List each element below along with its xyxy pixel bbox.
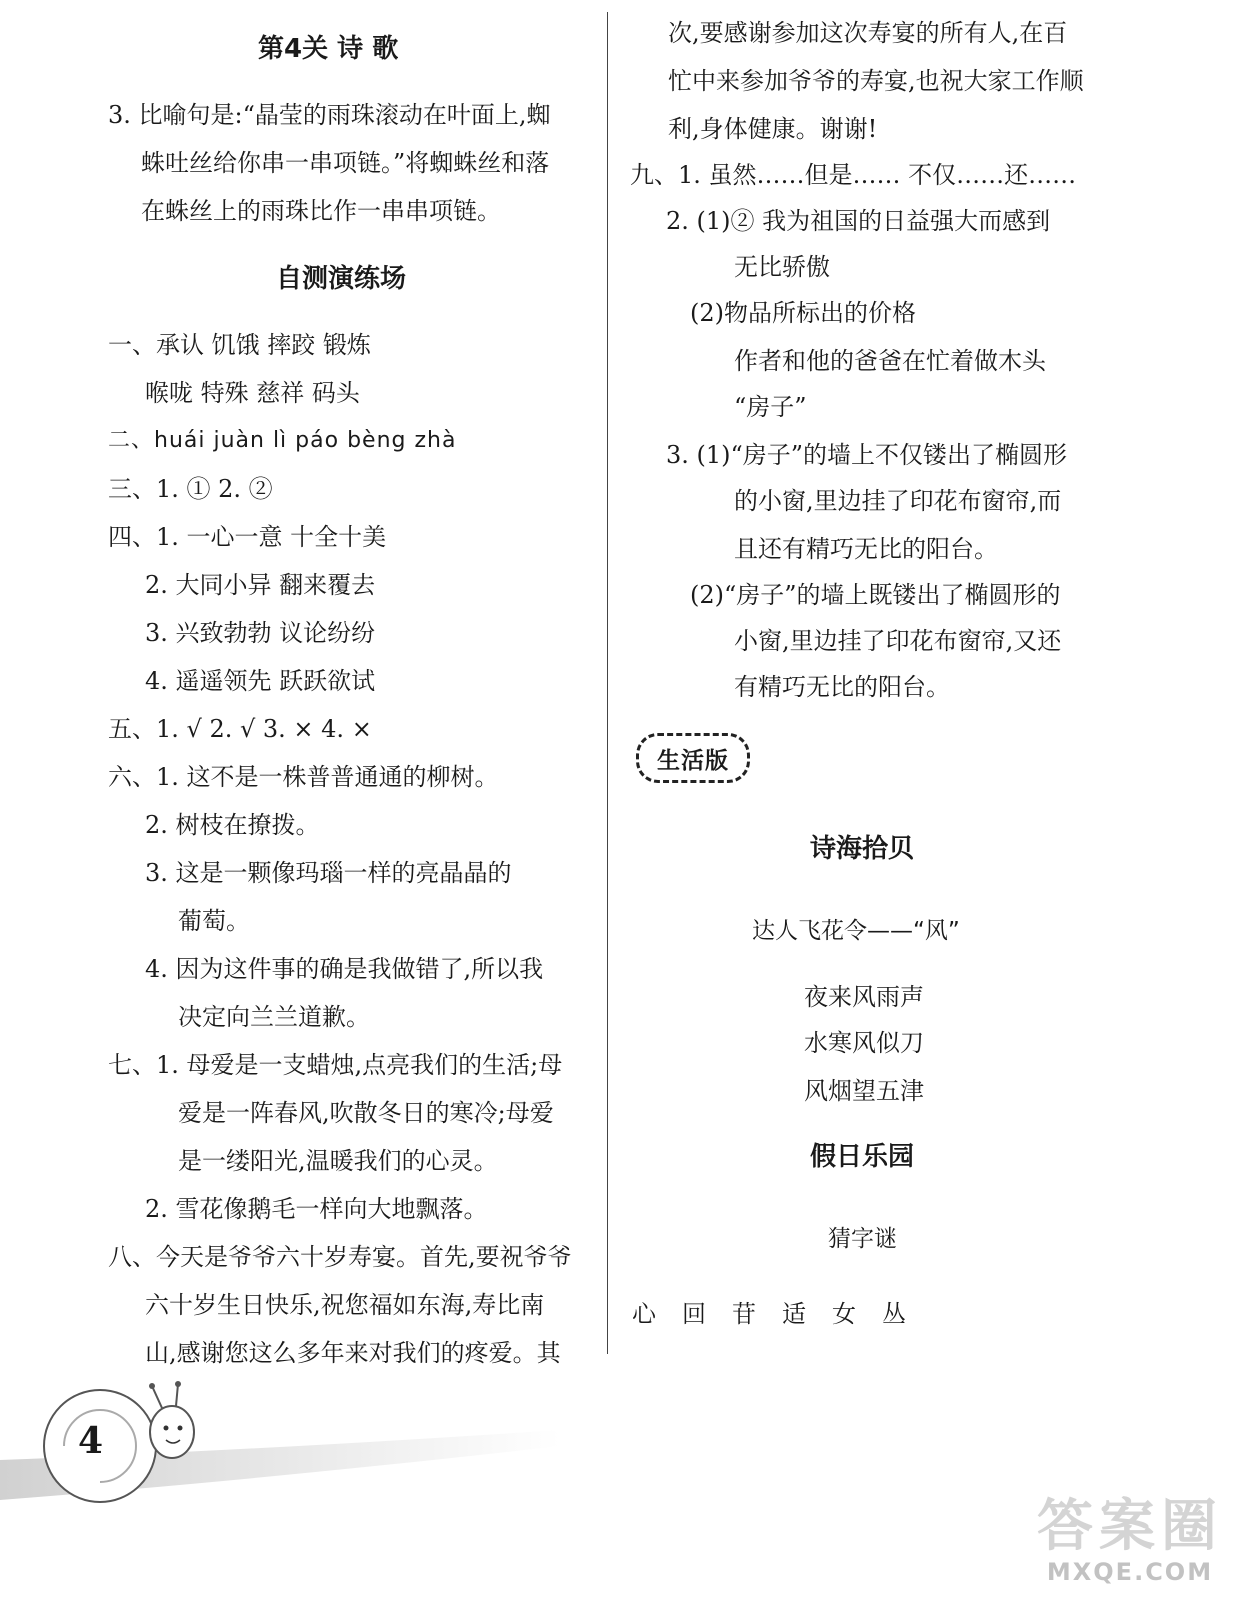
s6-line-4: 葡萄。 — [178, 907, 250, 935]
q3-line-1: 3. 比喻句是:“晶莹的雨珠滚动在叶面上,蜘 — [108, 101, 551, 129]
watermark-url: MXQE.COM — [1046, 1558, 1214, 1586]
s9-line-3: 无比骄傲 — [734, 253, 830, 281]
s9-line-10: (2)“房子”的墙上既镂出了椭圆形的 — [690, 581, 1061, 609]
s9-line-2: 2. (1)② 我为祖国的日益强大而感到 — [666, 207, 1051, 235]
s9-line-4: (2)物品所标出的价格 — [690, 299, 916, 327]
column-divider — [607, 12, 608, 1354]
s7-line-3: 是一缕阳光,温暖我们的心灵。 — [178, 1147, 498, 1175]
s7-line-1: 七、1. 母爱是一支蜡烛,点亮我们的生活;母 — [108, 1051, 563, 1079]
holiday-section-title: 假日乐园 — [810, 1142, 915, 1172]
poem-line-2: 水寒风似刀 — [804, 1029, 924, 1057]
life-edition-badge: 生活版 — [636, 733, 750, 783]
s9-line-8: 的小窗,里边挂了印花布窗帘,而 — [734, 487, 1062, 515]
s9-line-9: 且还有精巧无比的阳台。 — [734, 535, 998, 563]
watermark — [1037, 1496, 1223, 1586]
poetry-subtitle: 达人飞花令——“风” — [752, 918, 960, 944]
q3-line-3: 在蛛丝上的雨珠比作一串串项链。 — [141, 197, 501, 225]
riddle-answer-4: 适 — [782, 1300, 806, 1328]
s8-line-3: 山,感谢您这么多年来对我们的疼爱。其 — [145, 1339, 561, 1367]
riddle-answers — [632, 1294, 904, 1329]
s6-line-3: 3. 这是一颗像玛瑙一样的亮晶晶的 — [145, 859, 512, 887]
s6-line-2: 2. 树枝在撩拨。 — [145, 811, 320, 839]
riddle-answer-5: 女 — [832, 1300, 856, 1328]
s5-line: 五、1. √ 2. √ 3. × 4. × — [108, 715, 372, 743]
riddle-answer-1: 心 — [632, 1300, 656, 1328]
s6-line-1: 六、1. 这不是一株普普通通的柳树。 — [108, 763, 499, 791]
watermark-logo: 答案圈 — [1037, 1494, 1223, 1559]
riddle-answer-3: 苷 — [732, 1300, 756, 1328]
q3-line-2: 蛛吐丝给你串一串项链。”将蜘蛛丝和落 — [141, 149, 550, 177]
section-heading-self-test: 自测演练场 — [276, 264, 407, 294]
s6-line-5: 4. 因为这件事的确是我做错了,所以我 — [145, 955, 544, 983]
s9-line-12: 有精巧无比的阳台。 — [734, 673, 950, 701]
s8-line-1: 八、今天是爷爷六十岁寿宴。首先,要祝爷爷 — [108, 1243, 572, 1271]
s9-line-11: 小窗,里边挂了印花布窗帘,又还 — [734, 627, 1062, 655]
s8-cont-line-3: 利,身体健康。谢谢! — [668, 115, 878, 143]
s6-line-6: 决定向兰兰道歉。 — [178, 1003, 370, 1031]
riddle-answer-6: 丛 — [882, 1300, 906, 1328]
s9-line-6: “房子” — [734, 393, 807, 421]
s2-pinyin: 二、huái juàn lì páo bèng zhà — [108, 428, 457, 453]
s7-line-2: 爱是一阵春风,吹散冬日的寒冷;母爱 — [178, 1099, 554, 1127]
s7-line-4: 2. 雪花像鹅毛一样向大地飘落。 — [145, 1195, 488, 1223]
s4-line-4: 4. 遥遥领先 跃跃欲试 — [145, 667, 376, 695]
page-number: 4 — [78, 1420, 104, 1462]
s9-line-7: 3. (1)“房子”的墙上不仅镂出了椭圆形 — [666, 441, 1068, 469]
poetry-section-title: 诗海拾贝 — [810, 834, 915, 864]
riddle-answer-2: 回 — [682, 1300, 706, 1328]
s4-line-2: 2. 大同小异 翻来覆去 — [145, 571, 376, 599]
s9-line-5: 作者和他的爸爸在忙着做木头 — [734, 347, 1046, 375]
s8-line-2: 六十岁生日快乐,祝您福如东海,寿比南 — [145, 1291, 545, 1319]
s4-line-1: 四、1. 一心一意 十全十美 — [108, 523, 387, 551]
s1-line-1: 一、承认 饥饿 摔跤 锻炼 — [108, 331, 371, 359]
s9-line-1: 九、1. 虽然……但是…… 不仅……还…… — [630, 161, 1077, 189]
page-title: 第4关 诗 歌 — [258, 34, 399, 64]
s4-line-3: 3. 兴致勃勃 议论纷纷 — [145, 619, 376, 647]
riddle-title: 猜字谜 — [828, 1226, 897, 1252]
s1-line-2: 喉咙 特殊 慈祥 码头 — [145, 379, 360, 407]
poem-line-3: 风烟望五津 — [804, 1077, 924, 1105]
poem-line-1: 夜来风雨声 — [804, 983, 924, 1011]
s3-line: 三、1. ① 2. ② — [108, 475, 273, 503]
s8-cont-line-2: 忙中来参加爷爷的寿宴,也祝大家工作顺 — [668, 67, 1084, 95]
s8-cont-line-1: 次,要感谢参加这次寿宴的所有人,在百 — [668, 19, 1068, 47]
